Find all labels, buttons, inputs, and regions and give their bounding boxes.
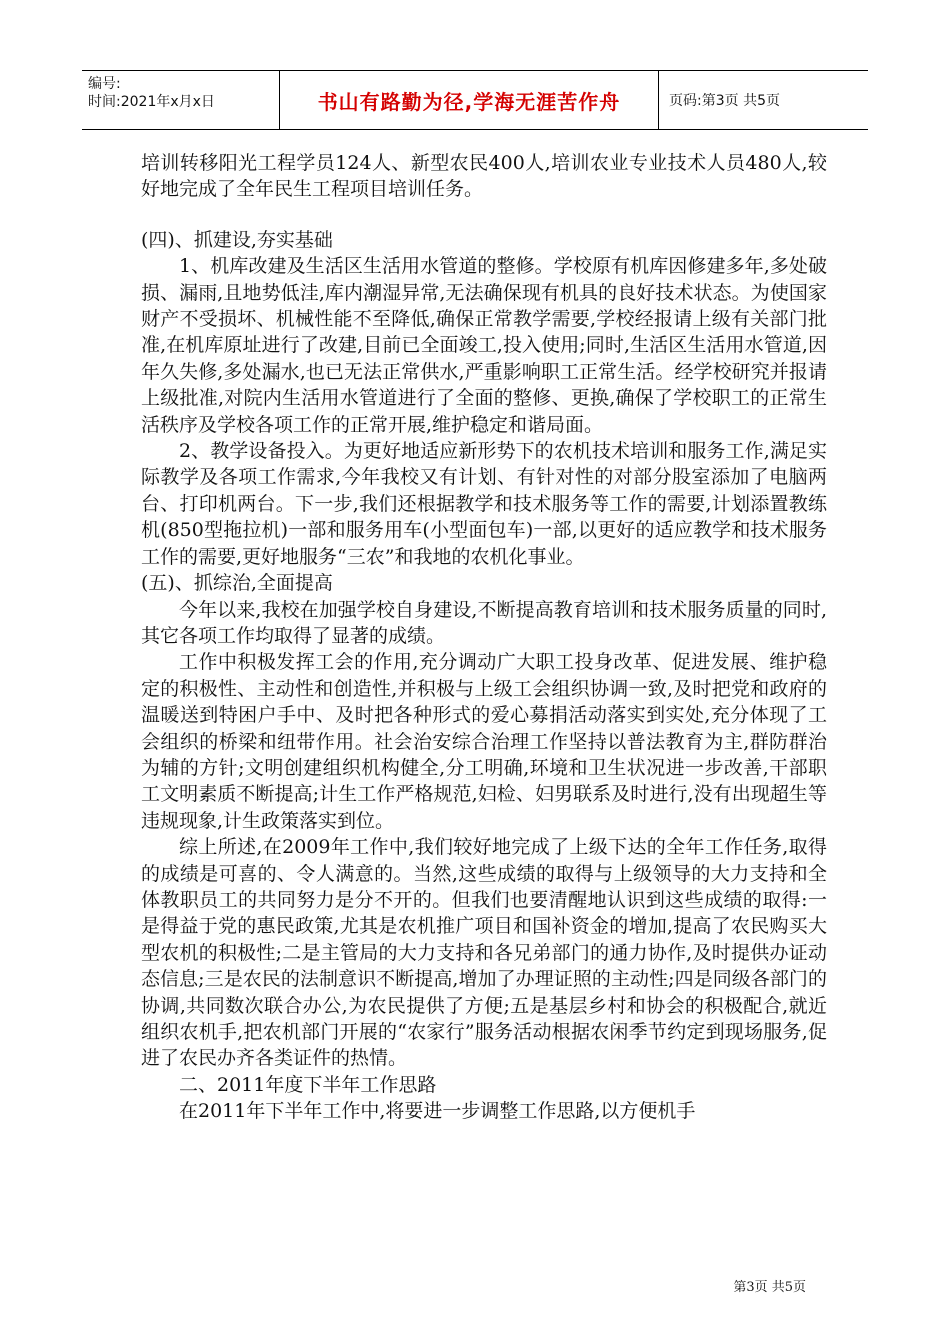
paragraph-garage-renovation: 1、机库改建及生活区生活用水管道的整修。学校原有机库因修建多年,多处破损、漏雨,且地势低洼,库内潮湿异常,无法确保现有机具的良好技术状态。为使国家财产不受损坏、机械性能不至降低,确保正常教学需要,学校经报请上级有关部门批准,在机库原址进行了改建,目前已全面竣工,投入使用;同时,生活区生活用水管道,因年久失修,多处漏水,也已无法正常供水,严重影响职工正常生活。经学校研究并报请上级批准,对院内生活用水管道进行了全面的整修、更换,确保了学校职工的正常生活秩序及学校各项工作的正常开展,维护稳定和谐局面。 [141, 255, 827, 436]
document-number-label: 编号: [88, 76, 121, 92]
paragraph-equipment-investment: 2、教学设备投入。为更好地适应新形势下的农机技术培训和服务工作,满足实际教学及各项工作需求,今年我校又有计划、有针对性的对部分股室添加了电脑两台、打印机两台。下一步,我们还根据教学和技术服务等工作的需要,计划添置教练机(850型拖拉机)一部和服务用车(小型面包车)一部,以更好的适应教学和技术服务工作的需要,更好地服务“三农”和我地的农机化事业。 [141, 440, 827, 568]
paragraph-training-summary: 培训转移阳光工程学员124人、新型农民400人,培训农业专业技术人员480人,较好地完成了全年民生工程项目培训任务。 [141, 152, 827, 201]
page-footer-indicator: 第3页 共5页 [733, 1280, 806, 1295]
section-heading-comprehensive: (五)、抓综治,全面提高 [141, 572, 333, 595]
header-meta [82, 71, 280, 129]
paragraph-union-work: 工作中积极发挥工会的作用,充分调动广大职工投身改革、促进发展、维护稳定的积极性、主动性和创造性,并积极与上级工会组织协调一致,及时把党和政府的温暖送到特困户手中、及时把各种形式的爱心募捐活动落实到实处,充分体现了工会组织的桥梁和纽带作用。社会治安综合治理工作坚持以普法教育为主,群防群治为辅的方针;文明创建组织机构健全,分工明确,环境和卫生状况进一步改善,干部职工文明素质不断提高;计生工作严格规范,妇检、妇男联系及时进行,没有出现超生等违规现象,计生政策落实到位。 [141, 651, 827, 832]
section-heading-second-half-plan: 二、2011年度下半年工作思路 [179, 1073, 437, 1096]
section-heading-construction: (四)、抓建设,夯实基础 [141, 228, 333, 251]
header-page-code: 页码:第3页 共5页 [669, 93, 780, 109]
header-motto: 书山有路勤为径,学海无涯苦作舟 [280, 71, 659, 129]
document-body [141, 150, 827, 1125]
paragraph-summary-2009: 综上所述,在2009年工作中,我们较好地完成了上级下达的全年工作任务,取得的成绩是可喜的、令人满意的。当然,这些成绩的取得与上级领导的大力支持和全体教职员工的共同努力是分不开的。但我们也要清醒地认识到这些成绩的取得:一是得益于党的惠民政策,尤其是农机推广项目和国补资金的增加,提高了农民购买大型农机的积极性;二是主管局的大力支持和各兄弟部门的通力协作,及时提供办证动态信息;三是农民的法制意识不断提高,增加了办理证照的主动性;四是同级各部门的协调,共同数次联合办公,为农民提供了方便;五是基层乡村和协会的积极配合,就近组织农机手,把农机部门开展的“农家行”服务活动根据农闲季节约定到现场服务,促进了农民办齐各类证件的热情。 [141, 836, 827, 1070]
page-header [82, 70, 868, 130]
document-date: 时间:2021年x月x日 [88, 94, 215, 110]
paragraph-second-half-intro: 在2011年下半年工作中,将要进一步调整工作思路,以方便机手 [179, 1100, 696, 1123]
paragraph-achievements-intro: 今年以来,我校在加强学校自身建设,不断提高教育培训和技术服务质量的同时,其它各项工作均取得了显著的成绩。 [141, 598, 827, 647]
